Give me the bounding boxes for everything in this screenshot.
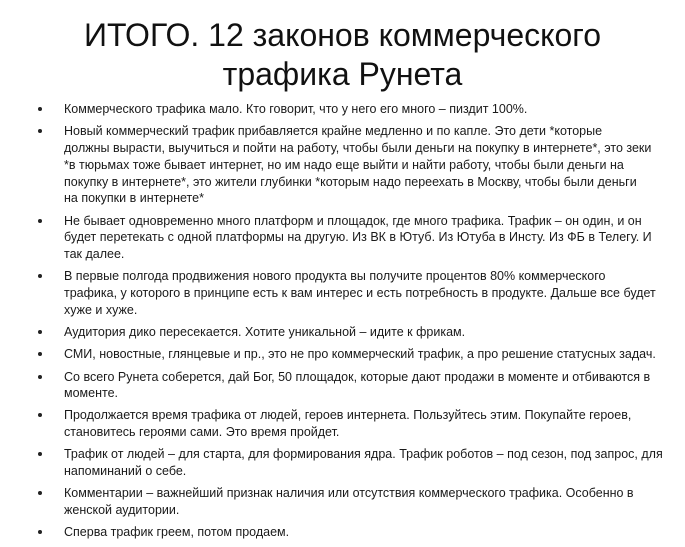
bullet-item: Не бывает одновременно много платформ и площадок, где много трафика. Трафик – он один, и он будет перетекать с одной платформы на другую. Из ВК в Ютуб. Из Ютуба в Инсту. Из ФБ в Телегу. И так далее.: [0, 213, 685, 263]
bullet-item: СМИ, новостные, глянцевые и пр., это не про коммерческий трафик, а про решение статусных задач.: [0, 346, 685, 363]
bullet-item: Новый коммерческий трафик прибавляется крайне медленно и по капле. Это дети *которые должны вырасти, выучиться и пойти на работу, чтобы были деньги на покупку в интернете*, это зеки *в тюрьмах тоже бывает интернет, но им надо еще выйти и найти работу, чтобы были деньги на покупку в интернете*, это жители глубинки *которым надо переехать в Москву, чтобы были деньги на покупки в интернете*: [0, 123, 685, 207]
bullet-item: Сперва трафик греем, потом продаем.: [0, 524, 685, 541]
slide-title-line-2: трафика Рунета: [222, 56, 463, 92]
bullet-item: Продолжается время трафика от людей, героев интернета. Пользуйтесь этим. Покупайте героев, становитесь героями сами. Это время пройдет.: [0, 407, 685, 441]
bullet-item: В первые полгода продвижения нового продукта вы получите процентов 80% коммерческого трафика, у которого в принципе есть к вам интерес и есть потребность в продукте. Дальше все будет хуже и хуже.: [0, 268, 685, 318]
slide-title-line-1: ИТОГО. 12 законов коммерческого: [83, 17, 602, 53]
bullet-item: Аудитория дико пересекается. Хотите уникальной – идите к фрикам.: [0, 324, 685, 341]
bullet-item: Комментарии – важнейший признак наличия или отсутствия коммерческого трафика. Особенно в женской аудитории.: [0, 485, 685, 519]
bullet-list: [0, 101, 685, 547]
bullet-item: Трафик от людей – для старта, для формирования ядра. Трафик роботов – под сезон, под запрос, для напоминаний о себе.: [0, 446, 685, 480]
slide-title: [20, 16, 665, 94]
bullet-item: Коммерческого трафика мало. Кто говорит, что у него его много – пиздит 100%.: [0, 101, 685, 118]
bullet-item: Со всего Рунета соберется, дай Бог, 50 площадок, которые дают продажи в моменте и отбиваются в моменте.: [0, 369, 685, 403]
